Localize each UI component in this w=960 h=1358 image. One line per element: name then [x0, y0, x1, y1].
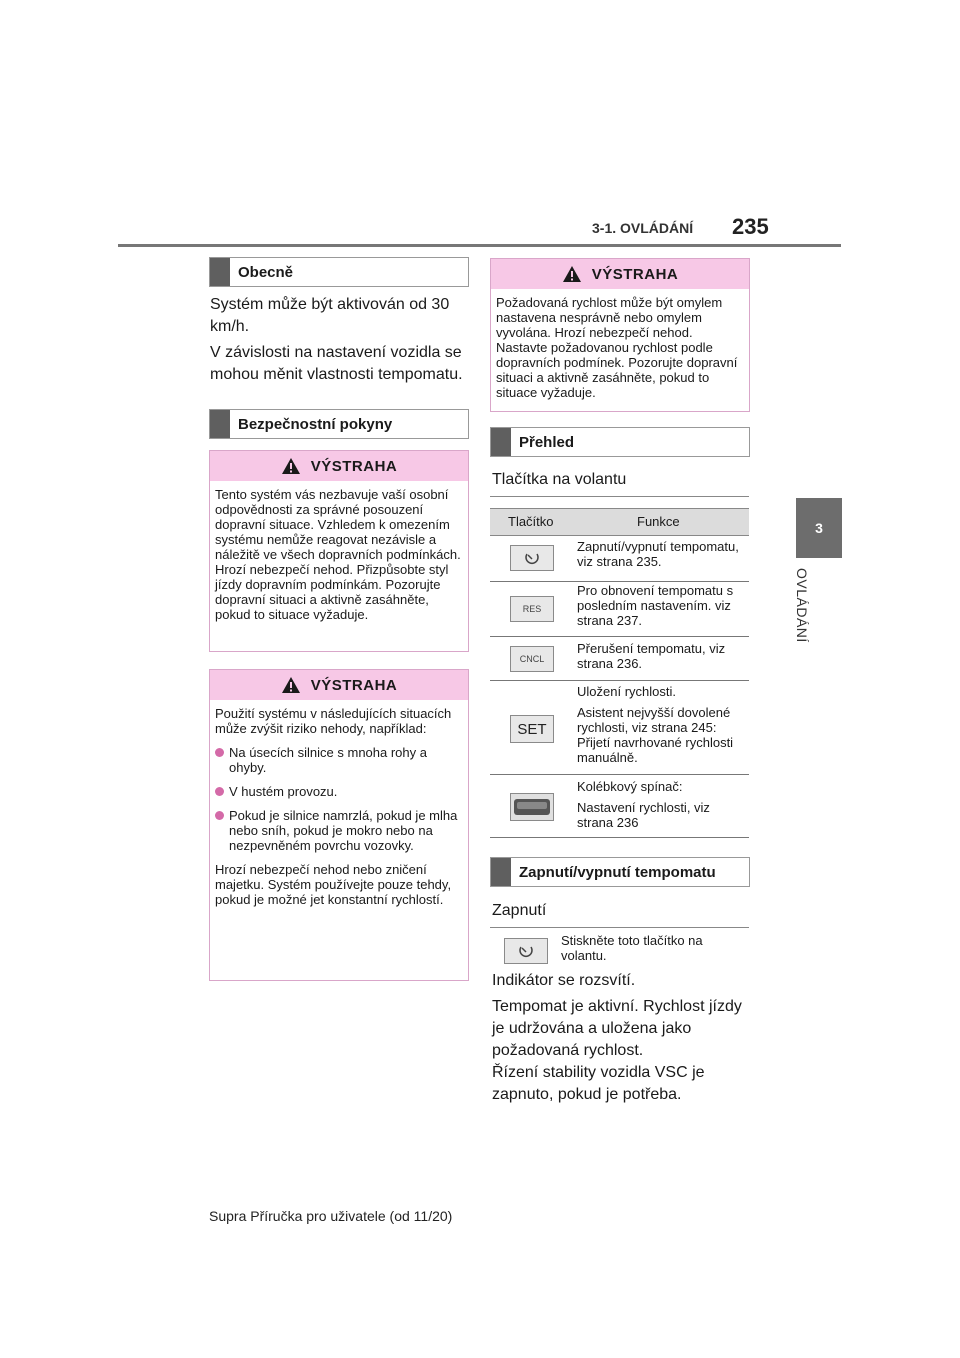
warning-box [490, 258, 750, 412]
warning-header [491, 259, 749, 289]
res-button: RES [510, 596, 554, 622]
row-text: Asistent nejvyšší dovolené rychlosti, viz strana 245: Přijetí navrhované rychlosti manuálně. [577, 705, 734, 765]
heading-marker [491, 858, 511, 886]
row-description [577, 641, 749, 677]
row-text: Pro obnovení tempomatu s posledním nastavením. viz strana 237. [577, 583, 734, 628]
bullet-item [215, 745, 463, 775]
row-description [577, 684, 749, 771]
heading-text: Přehled [519, 433, 575, 451]
chapter-tab: 3 [796, 498, 842, 558]
divider [490, 496, 749, 497]
warning-text: Požadovaná rychlost může být omylem nastavena nesprávně nebo omylem vyvolána. Hrozí nebezpečí nehod. Nastavte požadovanou rychlost podle dopravních podmínek. Pozorujte dopravní situaci a aktivně zasáhněte, pokud to situace vyžaduje. [496, 295, 738, 400]
heading-text: Zapnutí/vypnutí tempomatu [519, 863, 716, 881]
bullet-dot-icon [215, 787, 224, 796]
section-title: 3-1. OVLÁDÁNÍ [592, 220, 694, 236]
bullet-item [215, 784, 463, 799]
table-row [490, 534, 749, 582]
tempomat-icon [504, 938, 548, 964]
table-row [490, 774, 749, 838]
column-header: Tlačítko [508, 514, 554, 529]
set-button: SET [510, 715, 554, 743]
section-heading-prehled [490, 427, 750, 457]
warning-triangle-icon [562, 265, 582, 283]
warning-triangle-icon [281, 457, 301, 475]
heading-marker [210, 410, 230, 438]
warning-header [210, 670, 468, 700]
heading-text: Bezpečnostní pokyny [238, 415, 393, 433]
warning-box [209, 669, 469, 981]
header-divider [118, 244, 841, 247]
cncl-button: CNCL [510, 646, 554, 672]
heading-text: Obecně [238, 263, 294, 281]
section-heading-bezpecnost [209, 409, 469, 439]
bullet-text: Na úsecích silnice s mnoha rohy a ohyby. [229, 745, 427, 775]
warning-outro: Hrozí nebezpečí nehod nebo zničení majetku. Systém používejte pouze tehdy, pokud je možné jet konstantní rychlostí. [215, 862, 452, 907]
warning-title: VÝSTRAHA [310, 457, 398, 475]
row-text: Zapnutí/vypnutí tempomatu, viz strana 235. [577, 539, 739, 569]
row-description [577, 779, 749, 836]
warning-body [210, 700, 468, 913]
paragraph: Systém může být aktivován od 30 km/h. [210, 296, 450, 335]
bullet-text: Pokud je silnice namrzlá, pokud je mlha nebo sníh, pokud je mokro nebo na nezpevněném povrchu vozovky. [229, 808, 458, 853]
row-text: Nastavení rychlosti, viz strana 236 [577, 800, 710, 830]
rocker-switch-icon [510, 793, 554, 821]
warning-title: VÝSTRAHA [591, 265, 679, 283]
instruction-text: Stiskněte toto tlačítko na volantu. [561, 933, 703, 963]
section-heading-zapnuti [490, 857, 750, 887]
paragraph: Indikátor se rozsvítí. [492, 972, 636, 989]
heading-marker [491, 428, 511, 456]
chapter-label-text: OVLÁDÁNÍ [794, 568, 810, 643]
heading-marker [210, 258, 230, 286]
subsection-title: Tlačítka na volantu [492, 471, 627, 488]
warning-body [210, 481, 468, 628]
warning-triangle-icon [281, 676, 301, 694]
table-row [490, 581, 749, 637]
paragraph: Řízení stability vozidla VSC je zapnuto, pokud je potřeba. [492, 1064, 705, 1103]
footer: Supra Příručka pro uživatele (od 11/20) [209, 1208, 453, 1224]
warning-intro: Použití systému v následujících situacích může zvýšit riziko nehody, například: [215, 706, 452, 736]
table-row [490, 680, 749, 775]
row-text: Kolébkový spínač: [577, 779, 683, 794]
paragraph: V závislosti na nastavení vozidla se mohou měnit vlastnosti tempomatu. [210, 344, 463, 383]
section-heading-obecne [209, 257, 469, 287]
warning-box [209, 450, 469, 652]
warning-title: VÝSTRAHA [310, 676, 398, 694]
row-text: Uložení rychlosti. [577, 684, 676, 699]
chapter-label [788, 568, 848, 658]
tempomat-icon [510, 545, 554, 571]
row-description [577, 583, 749, 634]
subsection-title: Zapnutí [492, 902, 547, 919]
column-header: Funkce [637, 514, 680, 529]
row-text: Přerušení tempomatu, viz strana 236. [577, 641, 726, 671]
bullet-dot-icon [215, 811, 224, 820]
table-header [490, 508, 749, 536]
warning-text: Tento systém vás nezbavuje vaší osobní odpovědnosti za správné posouzení dopravní situace. Vzhledem k omezením systému nemůže reagovat nezávisle a náležitě ve všech dopravních podmínkách. Hrozí nebezpečí nehod. Přizpůsobte styl jízdy dopravním podmínkám. Pozorujte dopravní situaci a aktivně zasáhněte, pokud to situace vyžaduje. [215, 487, 461, 622]
warning-header [210, 451, 468, 481]
bullet-dot-icon [215, 748, 224, 757]
row-description [577, 539, 749, 575]
divider [490, 927, 749, 928]
bullet-item [215, 808, 463, 853]
bullet-text: V hustém provozu. [229, 784, 338, 799]
warning-body [491, 289, 749, 406]
paragraph: Tempomat je aktivní. Rychlost jízdy je udržována a uložena jako požadovaná rychlost. [492, 998, 742, 1059]
page-number: 235 [732, 214, 769, 239]
table-row [490, 636, 749, 681]
